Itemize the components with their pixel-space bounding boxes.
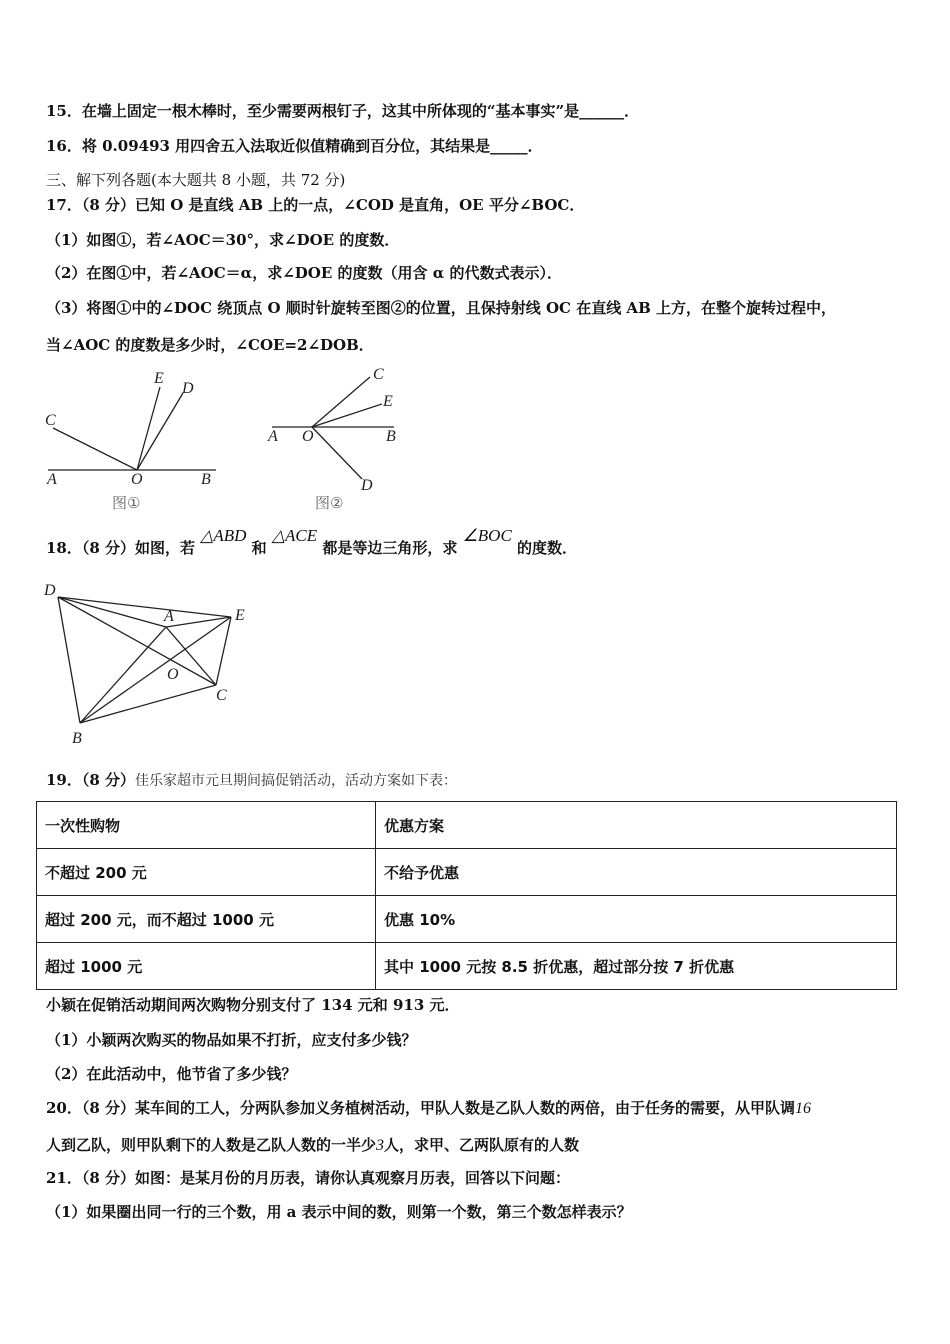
section-heading: 三、解下列各题(本大题共 8 小题，共 72 分) [46, 171, 346, 189]
table-cell: 优惠 10% [376, 896, 897, 943]
fig3-seg-ec [216, 617, 231, 685]
fig2-label-o: O [302, 428, 314, 445]
question-19-statement: 小颖在促销活动期间两次购物分别支付了 134 元和 913 元． [46, 996, 460, 1014]
fig1-label-e: E [154, 370, 164, 387]
fig1-label-d: D [182, 380, 194, 397]
question-17-part-3-line-2: 当∠AOC 的度数是多少时，∠COE=2∠DOB． [46, 336, 374, 354]
table-cell: 不给予优惠 [376, 849, 897, 896]
q18-math-abd: △ABD [200, 526, 247, 545]
fig3-seg-de [58, 597, 231, 617]
q18-text-1: 18．（8 分）如图，若 [46, 539, 196, 557]
question-21-part-1: （1）如果圈出同一行的三个数，用 a 表示中间的数，则第一个数，第三个数怎样表示？ [46, 1203, 632, 1221]
question-17: 17．（8 分）已知 O 是直线 AB 上的一点，∠COD 是直角，OE 平分∠BOC． [46, 196, 585, 214]
table-header-cell: 一次性购物 [37, 802, 376, 849]
table-row [37, 943, 897, 990]
fig2-ray-oe [312, 404, 382, 427]
fig1-ray-oe [137, 387, 160, 470]
promo-table [36, 801, 897, 990]
question-21: 21．（8 分）如图：是某月份的月历表，请你认真观察月历表，回答以下问题： [46, 1169, 571, 1187]
fig3-label-e: E [235, 607, 245, 624]
fig2-label-e: E [383, 393, 393, 410]
table-cell: 其中 1000 元按 8.5 折优惠，超过部分按 7 折优惠 [376, 943, 897, 990]
table-row [37, 849, 897, 896]
q18-text-2: 和 [251, 539, 267, 557]
fig2-label-b: B [386, 428, 396, 445]
fig1-caption: 图① [112, 494, 141, 512]
question-20-line-1 [46, 1098, 811, 1119]
fig1-ray-od [137, 393, 183, 470]
fig1-label-a: A [47, 471, 57, 488]
figure-2 [262, 362, 412, 512]
question-17-part-1: （1）如图①，若∠AOC＝30°，求∠DOE 的度数． [46, 231, 400, 249]
q20-text-2: 人到乙队，则甲队剩下的人数是乙队人数的一半少 [46, 1136, 377, 1154]
q18-math-ace: △ACE [271, 526, 318, 545]
question-19-part-2: （2）在此活动中，他节省了多少钱？ [46, 1065, 297, 1083]
fig3-label-c: C [216, 687, 227, 704]
fig1-label-o: O [131, 471, 143, 488]
q19-number: 19．（8 分） [46, 771, 136, 789]
question-19 [46, 770, 457, 791]
table-header-row [37, 802, 897, 849]
question-20-line-2 [46, 1135, 579, 1156]
fig2-ray-od [312, 427, 362, 479]
q20-number-16: 16 [795, 1100, 812, 1117]
question-17-part-2: （2）在图①中，若∠AOC＝α，求∠DOE 的度数（用含 α 的代数式表示）． [46, 264, 562, 282]
fig3-seg-dc [58, 597, 216, 685]
table-cell: 超过 200 元，而不超过 1000 元 [37, 896, 376, 943]
fig3-seg-ab [80, 627, 166, 723]
fig2-label-a: A [268, 428, 278, 445]
table-cell: 超过 1000 元 [37, 943, 376, 990]
fig3-seg-db [58, 597, 80, 723]
fig3-seg-da [58, 597, 166, 627]
fig3-label-d: D [44, 582, 56, 599]
q18-text-4: 的度数． [517, 539, 578, 557]
fig2-label-d: D [361, 477, 373, 494]
fig1-label-b: B [201, 471, 211, 488]
q18-text-3: 都是等边三角形，求 [322, 539, 458, 557]
table-header-cell: 优惠方案 [376, 802, 897, 849]
fig1-label-c: C [45, 412, 56, 429]
fig3-label-a: A [164, 608, 174, 625]
fig1-ray-oc [53, 428, 137, 470]
fig2-ray-oc [312, 377, 370, 427]
table-cell: 不超过 200 元 [37, 849, 376, 896]
question-17-part-3-line-1: （3）将图①中的∠DOC 绕顶点 O 顺时针旋转至图②的位置，且保持射线 OC 在直线 AB 上方，在整个旋转过程中， [46, 299, 836, 317]
fig2-label-c: C [373, 366, 384, 383]
q18-math-boc: ∠BOC [462, 526, 512, 545]
fig2-caption: 图② [315, 494, 344, 512]
q19-text: 佳乐家超市元旦期间搞促销活动，活动方案如下表： [135, 773, 458, 789]
question-15: 15．在墙上固定一根木棒时，至少需要两根钉子，这其中所体现的“基本事实”是______． [46, 102, 640, 120]
question-19-part-1: （1）小颖两次购买的物品如果不打折，应支付多少钱？ [46, 1031, 417, 1049]
fig3-seg-eb [80, 617, 231, 723]
fig3-label-o: O [167, 666, 179, 683]
figure-3 [36, 575, 266, 750]
fig3-label-b: B [72, 730, 82, 747]
figure-1 [40, 365, 230, 515]
q20-text-3: 人，求甲、乙两队原有的人数 [384, 1136, 580, 1154]
q20-text-1: 20．（8 分）某车间的工人，分两队参加义务植树活动，甲队人数是乙队人数的两倍，由于任务的需要，从甲队调 [46, 1099, 796, 1117]
q20-number-3: 3 [376, 1137, 385, 1154]
fig3-seg-ae [166, 617, 231, 627]
fig3-seg-bc [80, 685, 216, 723]
question-18 [46, 526, 578, 558]
question-16: 16．将 0.09493 用四舍五入法取近似值精确到百分位，其结果是_____． [46, 137, 543, 155]
table-row [37, 896, 897, 943]
